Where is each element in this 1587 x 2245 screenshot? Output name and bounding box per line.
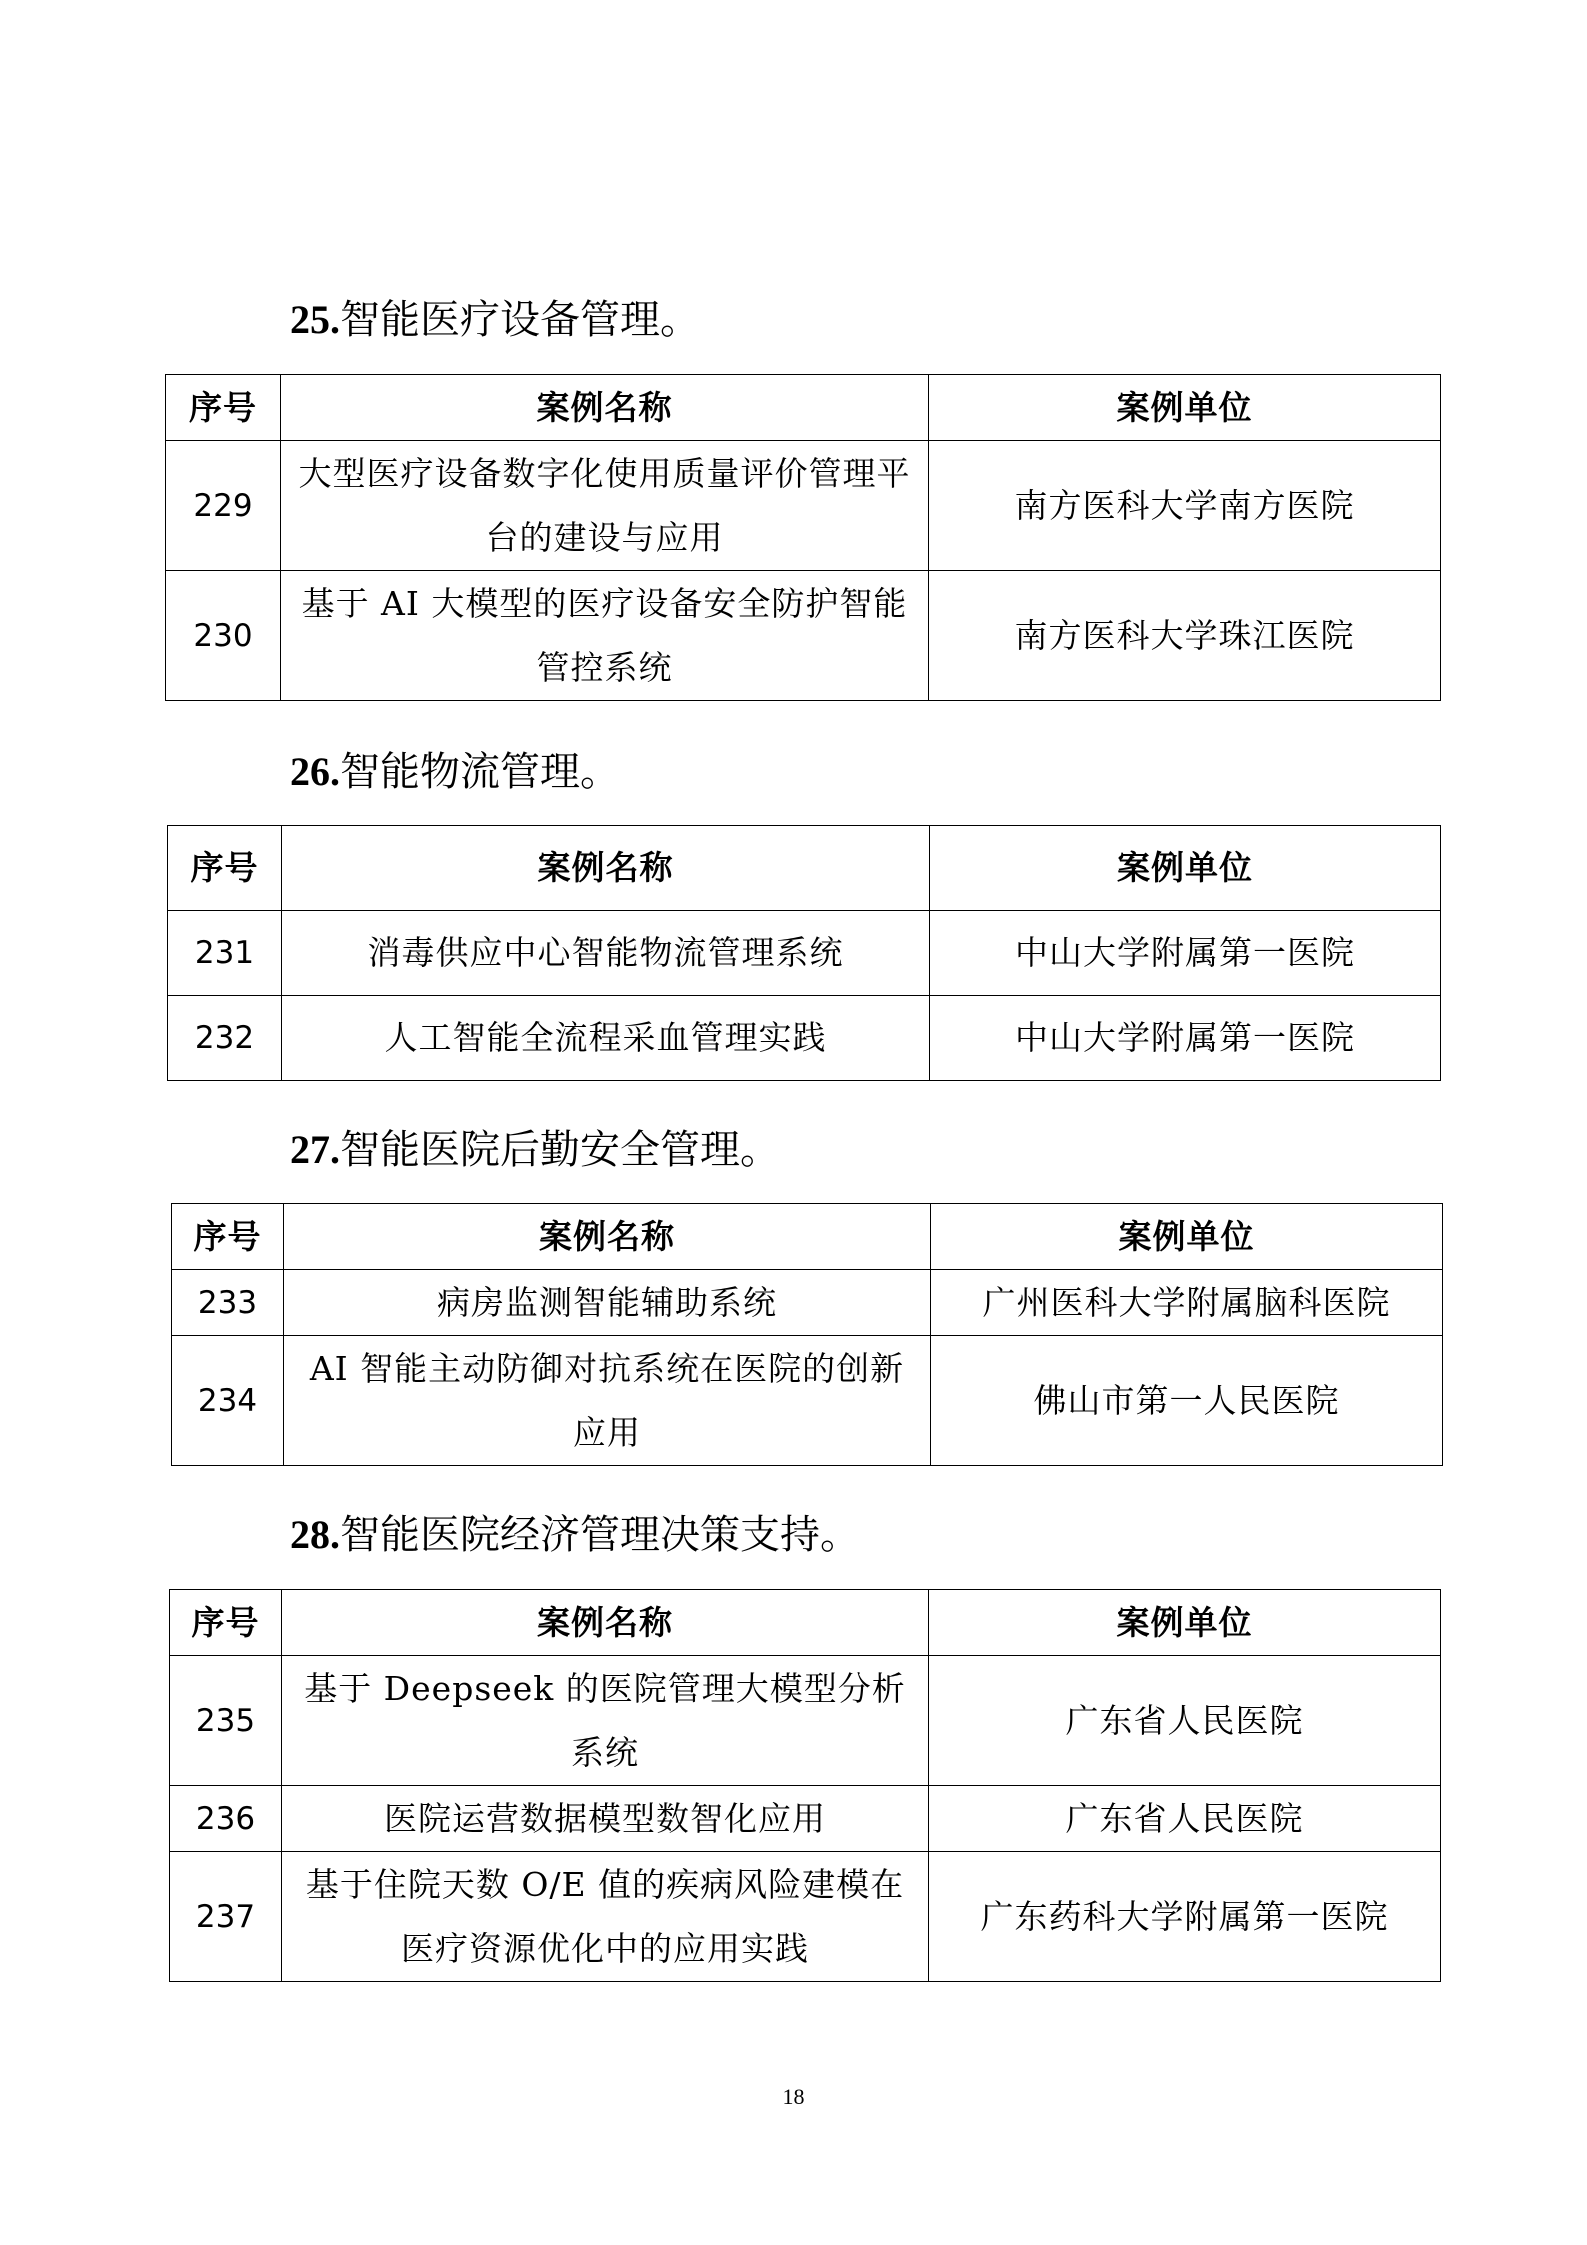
row-case-unit: 中山大学附属第一医院 [930,996,1441,1081]
section-title-text: 智能医疗设备管理。 [340,297,700,343]
row-case-name: 医院运营数据模型数智化应用 [282,1786,929,1852]
table-row [170,1852,1441,1982]
header-seq: 序号 [166,375,281,441]
header-case-unit: 案例单位 [931,1204,1443,1270]
row-case-unit: 南方医科大学珠江医院 [929,571,1441,701]
table-header-row [168,826,1441,911]
row-case-name: 病房监测智能辅助系统 [284,1270,931,1336]
cases-table-27 [171,1203,1443,1466]
header-case-name: 案例名称 [284,1204,931,1270]
section-number: 27. [290,1127,340,1172]
row-case-unit: 南方医科大学南方医院 [929,441,1441,571]
table-row [166,441,1441,571]
header-seq: 序号 [170,1590,282,1656]
row-case-unit: 广东药科大学附属第一医院 [929,1852,1441,1982]
row-seq: 230 [166,571,281,701]
row-case-unit: 佛山市第一人民医院 [931,1336,1443,1466]
table-row [172,1336,1443,1466]
header-case-name: 案例名称 [282,826,930,911]
row-case-name: 基于 AI 大模型的医疗设备安全防护智能管控系统 [281,571,929,701]
section-number: 25. [290,297,340,342]
row-case-name: AI 智能主动防御对抗系统在医院的创新应用 [284,1336,931,1466]
row-case-unit: 广州医科大学附属脑科医院 [931,1270,1443,1336]
row-case-name: 基于 Deepseek 的医院管理大模型分析系统 [282,1656,929,1786]
cases-table-28 [169,1589,1441,1982]
table-header-row [172,1204,1443,1270]
section-title-text: 智能医院经济管理决策支持。 [340,1512,860,1558]
table-header-row [166,375,1441,441]
row-seq: 233 [172,1270,284,1336]
table-header-row [170,1590,1441,1656]
row-seq: 229 [166,441,281,571]
section-title-text: 智能物流管理。 [340,749,620,795]
row-seq: 234 [172,1336,284,1466]
row-case-name: 消毒供应中心智能物流管理系统 [282,911,930,996]
section-title-text: 智能医院后勤安全管理。 [340,1127,780,1173]
table-row [168,911,1441,996]
row-case-unit: 广东省人民医院 [929,1656,1441,1786]
header-case-name: 案例名称 [282,1590,929,1656]
page-number: 18 [782,2084,805,2109]
row-case-unit: 广东省人民医院 [929,1786,1441,1852]
table-row [166,571,1441,701]
section-number: 26. [290,749,340,794]
header-case-unit: 案例单位 [929,375,1441,441]
header-case-name: 案例名称 [281,375,929,441]
row-case-name: 大型医疗设备数字化使用质量评价管理平台的建设与应用 [281,441,929,571]
table-row [168,996,1441,1081]
section-title-25 [290,292,700,348]
section-title-26 [290,744,620,800]
table-row [170,1656,1441,1786]
section-number: 28. [290,1512,340,1557]
row-seq: 236 [170,1786,282,1852]
row-seq: 231 [168,911,282,996]
header-seq: 序号 [172,1204,284,1270]
header-case-unit: 案例单位 [929,1590,1441,1656]
row-seq: 235 [170,1656,282,1786]
section-title-28 [290,1507,860,1563]
cases-table-25 [165,374,1441,701]
section-title-27 [290,1122,780,1178]
table-row [170,1786,1441,1852]
cases-table-26 [167,825,1441,1081]
row-seq: 237 [170,1852,282,1982]
header-seq: 序号 [168,826,282,911]
table-row [172,1270,1443,1336]
row-seq: 232 [168,996,282,1081]
row-case-name: 人工智能全流程采血管理实践 [282,996,930,1081]
row-case-unit: 中山大学附属第一医院 [930,911,1441,996]
row-case-name: 基于住院天数 O/E 值的疾病风险建模在医疗资源优化中的应用实践 [282,1852,929,1982]
header-case-unit: 案例单位 [930,826,1441,911]
